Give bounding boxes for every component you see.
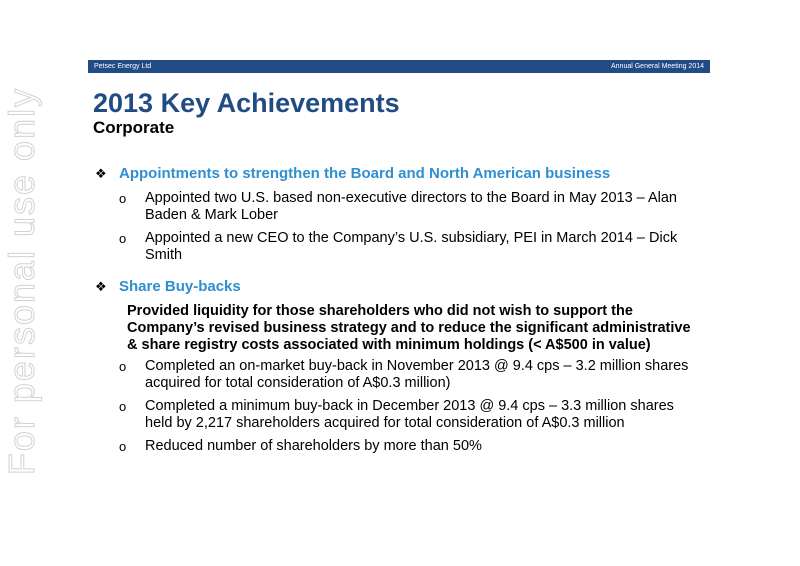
section-heading: [93, 165, 693, 182]
section-heading: [93, 278, 693, 295]
list-item: [93, 358, 693, 392]
circle-bullet-icon: o: [119, 399, 127, 414]
section-heading-text: Appointments to strengthen the Board and North American business: [119, 165, 611, 182]
page-title: 2013 Key Achievements: [93, 88, 400, 118]
list-item-text: Reduced number of shareholders by more than 50%: [145, 438, 482, 454]
company-name: Petsec Energy Ltd: [94, 63, 152, 70]
diamond-bullet-icon: ❖: [95, 165, 107, 181]
list-item: [93, 398, 693, 432]
page-subtitle: Corporate: [93, 118, 175, 137]
circle-bullet-icon: o: [119, 231, 127, 246]
section-paragraph: Provided liquidity for those shareholders who did not wish to support the Company’s revised business strategy and to reduce the significant administrative & share registry costs associated with minimum holdings (< A$500 in value): [127, 303, 691, 353]
circle-bullet-icon: o: [119, 439, 127, 454]
circle-bullet-icon: o: [119, 191, 127, 206]
list-item: [93, 438, 693, 455]
section-appointments: [93, 165, 693, 264]
list-item-text: Appointed two U.S. based non-executive directors to the Board in May 2013 – Alan Baden & Mark Lober: [145, 190, 677, 223]
circle-bullet-icon: o: [119, 359, 127, 374]
list-item-text: Completed a minimum buy-back in December 2013 @ 9.4 cps – 3.3 million shares held by 2,217 shareholders acquired for total consideration of A$0.3 million: [145, 398, 674, 431]
event-name: Annual General Meeting 2014: [610, 63, 704, 70]
list-item-text: Completed an on-market buy-back in November 2013 @ 9.4 cps – 3.2 million shares acquired for total consideration of A$0.3 million): [145, 358, 689, 391]
header-bar: [88, 60, 710, 73]
list-item-text: Appointed a new CEO to the Company’s U.S. subsidiary, PEI in March 2014 – Dick Smith: [145, 230, 678, 263]
diamond-bullet-icon: ❖: [95, 278, 107, 294]
watermark: For personal use only: [1, 86, 42, 476]
list-item: [93, 190, 693, 224]
list-item: [93, 230, 693, 264]
section-buybacks: [93, 278, 693, 455]
section-heading-text: Share Buy-backs: [119, 278, 241, 295]
slide-content: [93, 165, 693, 461]
